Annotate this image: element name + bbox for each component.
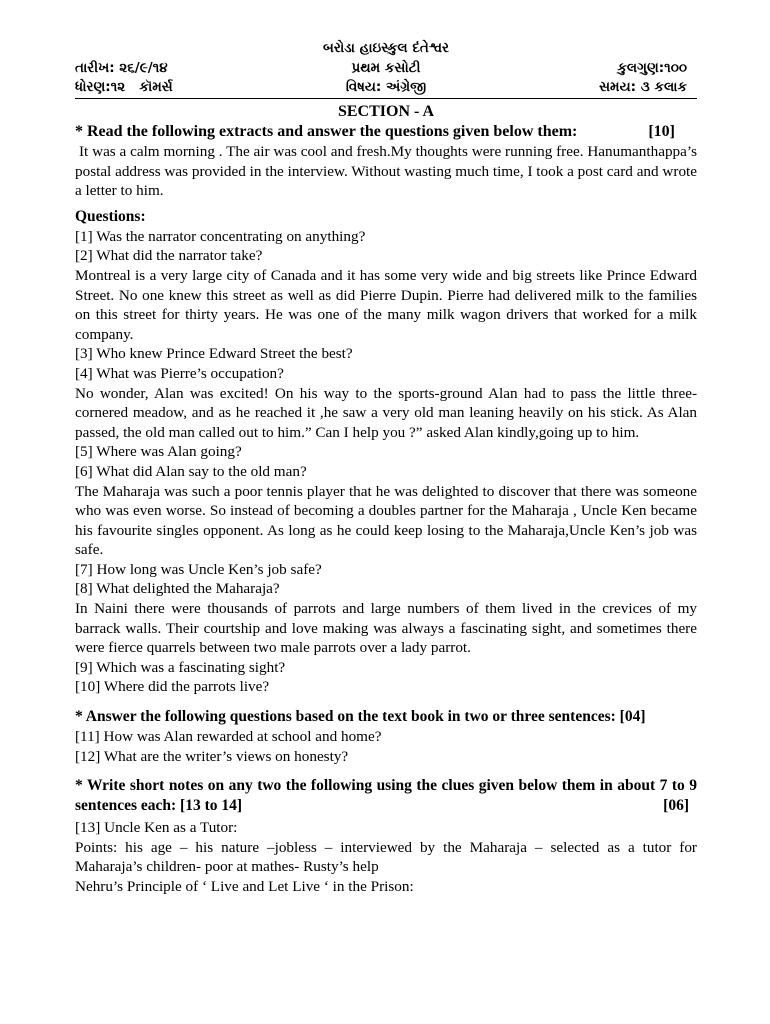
question-13-points: Points: his age – his nature –jobless – interviewed by the Maharaja – selected as a tutor for Maharaja’s children- poor at mathes- Rusty’s help <box>75 838 697 876</box>
extract-3: No wonder, Alan was excited! On his way to the sports-ground Alan had to pass the little three-cornered meadow, and as he reached it ,he saw a very old man leaning heavily on his stick. As Alan passed, the old man called out to him.” Can I help you ?” asked Alan kindly,going up to him. <box>75 384 697 441</box>
exam-name: પ્રથમ કસોટી <box>351 60 421 76</box>
section-title: SECTION - A <box>337 103 435 120</box>
questions-heading: Questions: <box>75 207 146 225</box>
subject: વિષય: અંગ્રેજી <box>345 79 427 95</box>
question-5: [5] Where was Alan going? <box>75 443 242 461</box>
question-12: [12] What are the writer’s views on honesty? <box>75 747 349 765</box>
header-row-2 <box>75 79 697 98</box>
question-2: [2] What did the narrator take? <box>75 247 263 265</box>
extract-4: The Maharaja was such a poor tennis player that he was delighted to discover that there was someone who was even worse. So instead of becoming a doubles partner for the Maharaja , Uncle Ken became his favourite singles opponent. As long as he could keep losing to the Maharaja,Uncle Ken’s job was safe. <box>75 482 697 559</box>
question-7: [7] How long was Uncle Ken’s job safe? <box>75 560 322 578</box>
instruction-1 <box>75 122 697 142</box>
header-row-1 <box>75 60 697 79</box>
extract-5: In Naini there were thousands of parrots and large numbers of them lived in the crevices of my barrack walls. Their courtship and love making was always a fascinating sight, and sometimes there were fierce quarrels between two male parrots over a lady parrot. <box>75 600 697 657</box>
question-9: [9] Which was a fascinating sight? <box>75 658 286 676</box>
question-10: [10] Where did the parrots live? <box>75 678 270 696</box>
instruction-1-text: * Read the following extracts and answer the questions given below them: <box>75 123 578 140</box>
instruction-1-marks: [10] <box>648 123 675 140</box>
extract-1: It was a calm morning . The air was cool and fresh.My thoughts were running free. Hanumanthappa’s postal address was provided in the interview. Without wasting much time, I took a post card and wrote a letter to him. <box>75 143 697 200</box>
instruction-3 <box>75 776 697 816</box>
question-3: [3] Who knew Prince Edward Street the best? <box>75 345 353 363</box>
exam-time: સમય: ૩ કલાક <box>599 79 687 95</box>
question-1: [1] Was the narrator concentrating on anything? <box>75 227 366 245</box>
exam-page <box>75 40 697 897</box>
question-4: [4] What was Pierre’s occupation? <box>75 364 284 382</box>
instruction-3-marks: [06] <box>663 797 689 815</box>
question-6: [6] What did Alan say to the old man? <box>75 462 307 480</box>
question-8: [8] What delighted the Maharaja? <box>75 580 280 598</box>
instruction-3-text: * Write short notes on any two the following using the clues given below them in about 7 to 9 sentences each: [13 to 14] <box>75 777 697 815</box>
instruction-2: * Answer the following questions based on the text book in two or three sentences: [04] <box>75 708 646 726</box>
question-11: [11] How was Alan rewarded at school and home? <box>75 728 382 746</box>
question-14-title: Nehru’s Principle of ‘ Live and Let Live ‘ in the Prison: <box>75 878 414 895</box>
header-divider <box>75 98 697 99</box>
exam-date: તારીખ: ૨૬/૯/૧૪ <box>75 60 168 76</box>
extract-2: Montreal is a very large city of Canada and it has some very wide and big streets like Prince Edward Street. No one knew this street as well as did Pierre Dupin. Pierre had delivered milk to the families on this street for thirty years. He was one of the many milk wagon drivers that worked for a milk company. <box>75 266 697 343</box>
question-13: [13] Uncle Ken as a Tutor: <box>75 819 238 837</box>
total-marks: કુલગુણ:૧૦૦ <box>617 60 687 76</box>
standard: ધોરણ:૧૨ કૉમર્સ <box>75 79 173 95</box>
school-name: બરોડા હાઇસ્કુલ દંતેશ્વર <box>323 40 449 56</box>
